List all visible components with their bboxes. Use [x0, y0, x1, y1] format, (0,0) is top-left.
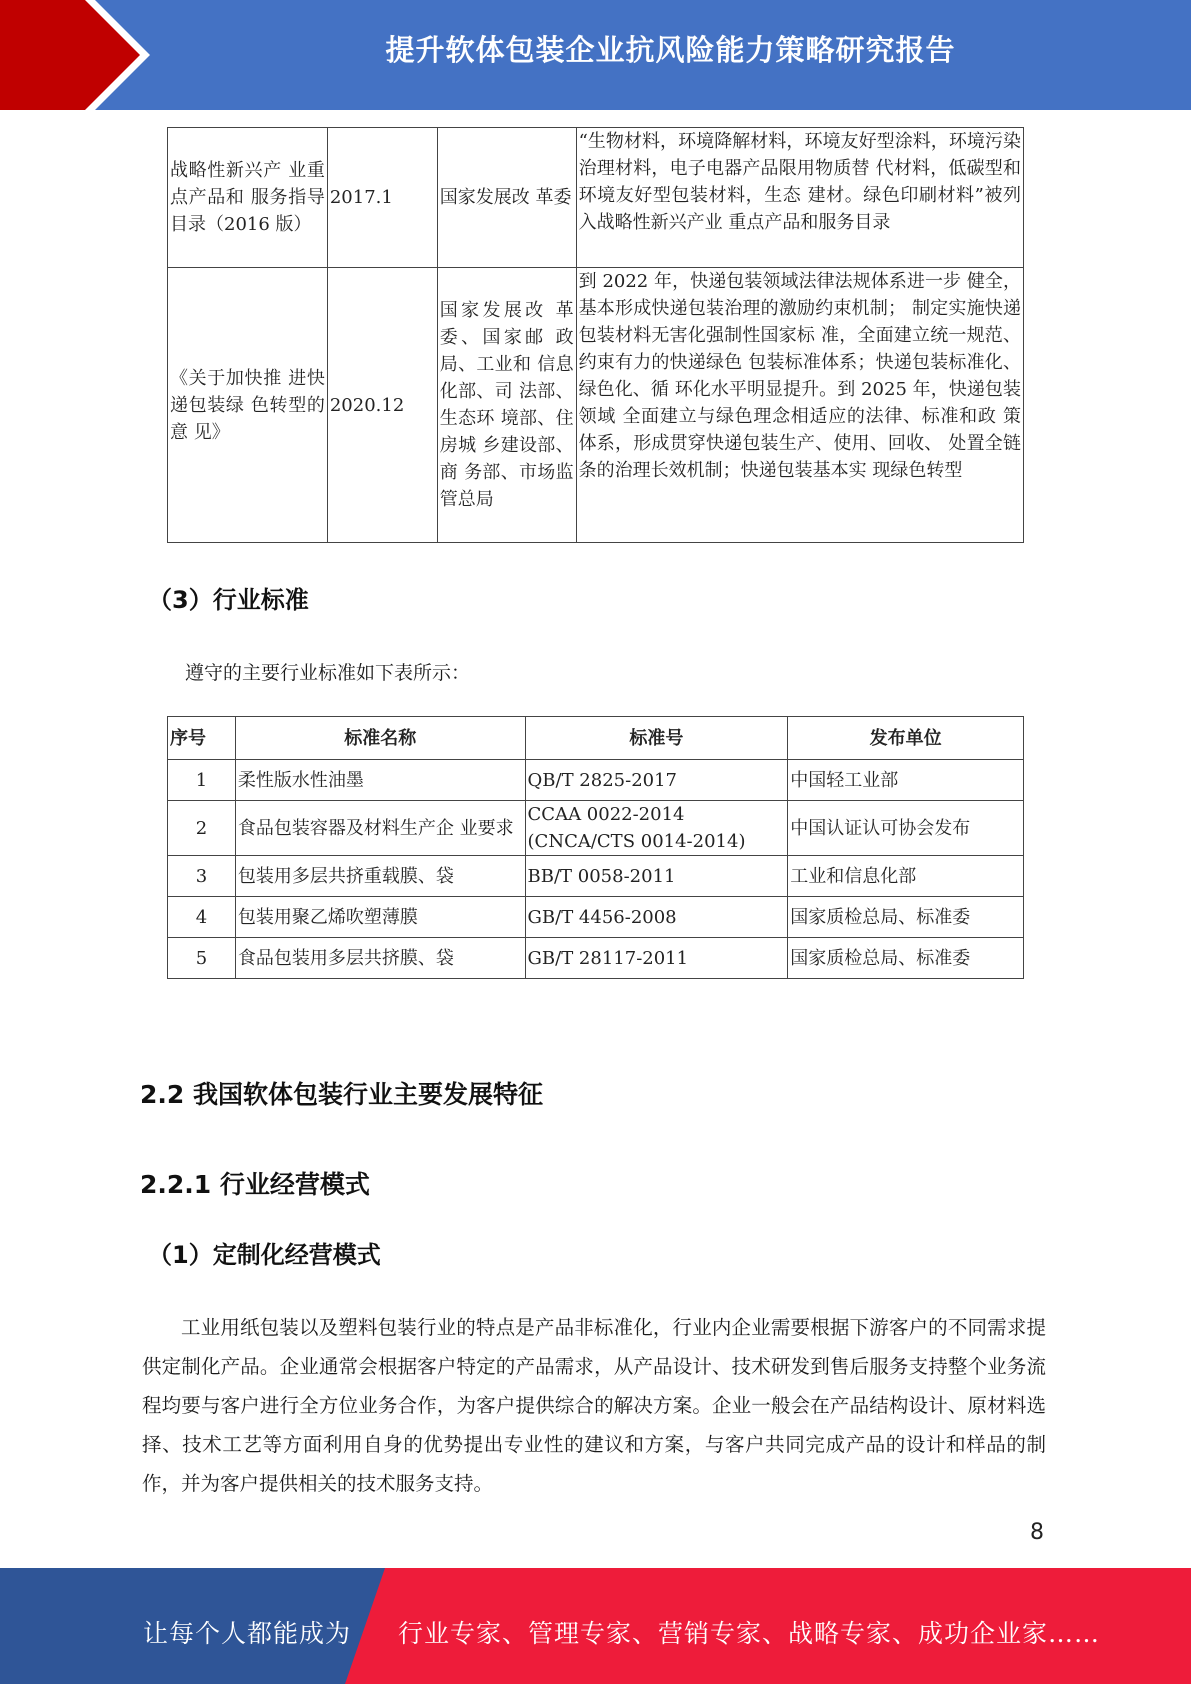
policy-date: 2020.12 — [327, 268, 437, 543]
std-org: 中国轻工业部 — [788, 760, 1024, 801]
body-paragraph: 工业用纸包装以及塑料包装行业的特点是产品非标准化，行业内企业需要根据下游客户的不同需求提供定制化产品。企业通常会根据客户特定的产品需求，从产品设计、技术研发到售后服务支持整个业务流程均要与客户进行全方位业务合作，为客户提供综合的解决方案。企业一般会在产品结构设计、原材料选择、技术工艺等方面利用自身的优势提出专业性的建议和方案，与客户共同完成产品的设计和样品的制作，并为客户提供相关的技术服务支持。 — [142, 1316, 1046, 1495]
section-heading-industry-standards: （3）行业标准 — [148, 586, 309, 614]
std-org: 国家质检总局、标准委 — [788, 938, 1024, 979]
report-title: 提升软体包装企业抗风险能力策略研究报告 — [385, 33, 956, 67]
std-no: 2 — [168, 801, 236, 856]
table-row — [168, 897, 1024, 938]
std-code: QB/T 2825-2017 — [525, 760, 788, 801]
col-header-no: 序号 — [168, 717, 236, 760]
table-header-row — [168, 717, 1024, 760]
col-header-org: 发布单位 — [788, 717, 1024, 760]
std-org: 工业和信息化部 — [788, 856, 1024, 897]
col-header-code: 标准号 — [525, 717, 788, 760]
policy-content: 到 2022 年，快递包装领域法律法规体系进一步 健全，基本形成快递包装治理的激励约束机制； 制定实施快递包装材料无害化强制性国家标 准，全面建立统一规范、约束有力的快递绿色 包装标准体系；快递包装标准化、绿色化、循 环化水平明显提升。到 2025 年，快递包装领域 全面建立与绿色理念相适应的法律、标准和政 策体系，形成贯穿快递包装生产、使用、回收、 处置全链条的治理长效机制；快递包装基本实 现绿色转型 — [576, 268, 1023, 543]
footer-slogan-left: 让每个人都能成为 — [143, 1619, 352, 1648]
table-row — [168, 938, 1024, 979]
std-name: 食品包装用多层共挤膜、袋 — [235, 938, 525, 979]
policy-dept: 国家发展改 革委 — [437, 128, 576, 268]
std-name: 柔性版水性油墨 — [235, 760, 525, 801]
header-arrow-icon — [0, 0, 160, 110]
std-org: 国家质检总局、标准委 — [788, 897, 1024, 938]
page-number: 8 — [1030, 1520, 1044, 1545]
section-heading-custom-mode: （1）定制化经营模式 — [148, 1241, 381, 1269]
table-row — [168, 856, 1024, 897]
table-row — [168, 801, 1024, 856]
std-no: 5 — [168, 938, 236, 979]
std-no: 3 — [168, 856, 236, 897]
table-row — [168, 760, 1024, 801]
std-code: CCAA 0022-2014 (CNCA/CTS 0014-2014) — [525, 801, 788, 856]
section-heading-2-2: 2.2 我国软体包装行业主要发展特征 — [140, 1080, 543, 1109]
std-name: 食品包装容器及材料生产企 业要求 — [235, 801, 525, 856]
std-code: GB/T 28117-2011 — [525, 938, 788, 979]
policy-content: “生物材料，环境降解材料，环境友好型涂料，环境污染治理材料，电子电器产品限用物质替 代材料，低碳型和环境友好型包装材料，生态 建材。绿色印刷材料”被列入战略性新兴产业 重点产品和服务目录 — [576, 128, 1023, 268]
std-name: 包装用多层共挤重载膜、袋 — [235, 856, 525, 897]
policy-table — [167, 127, 1024, 543]
std-no: 4 — [168, 897, 236, 938]
footer-slogan-right: 行业专家、管理专家、营销专家、战略专家、成功企业家…… — [398, 1619, 1101, 1648]
policy-name: 战略性新兴产 业重点产品和 服务指导目录（2016 版） — [168, 128, 328, 268]
std-org: 中国认证认可协会发布 — [788, 801, 1024, 856]
policy-dept: 国家发展改 革委、国家邮 政局、工业和 信息化部、司 法部、生态环 境部、住房城 乡建设部、商 务部、市场监 管总局 — [437, 268, 576, 543]
policy-date: 2017.1 — [327, 128, 437, 268]
policy-name: 《关于加快推 进快递包装绿 色转型的意 见》 — [168, 268, 328, 543]
standards-table — [167, 716, 1024, 979]
standards-intro: 遵守的主要行业标准如下表所示： — [185, 662, 471, 684]
std-name: 包装用聚乙烯吹塑薄膜 — [235, 897, 525, 938]
std-code: BB/T 0058-2011 — [525, 856, 788, 897]
table-row — [168, 268, 1024, 543]
section-heading-2-2-1: 2.2.1 行业经营模式 — [140, 1170, 370, 1199]
std-no: 1 — [168, 760, 236, 801]
col-header-name: 标准名称 — [235, 717, 525, 760]
table-row — [168, 128, 1024, 268]
page-header — [0, 0, 1191, 110]
std-code: GB/T 4456-2008 — [525, 897, 788, 938]
